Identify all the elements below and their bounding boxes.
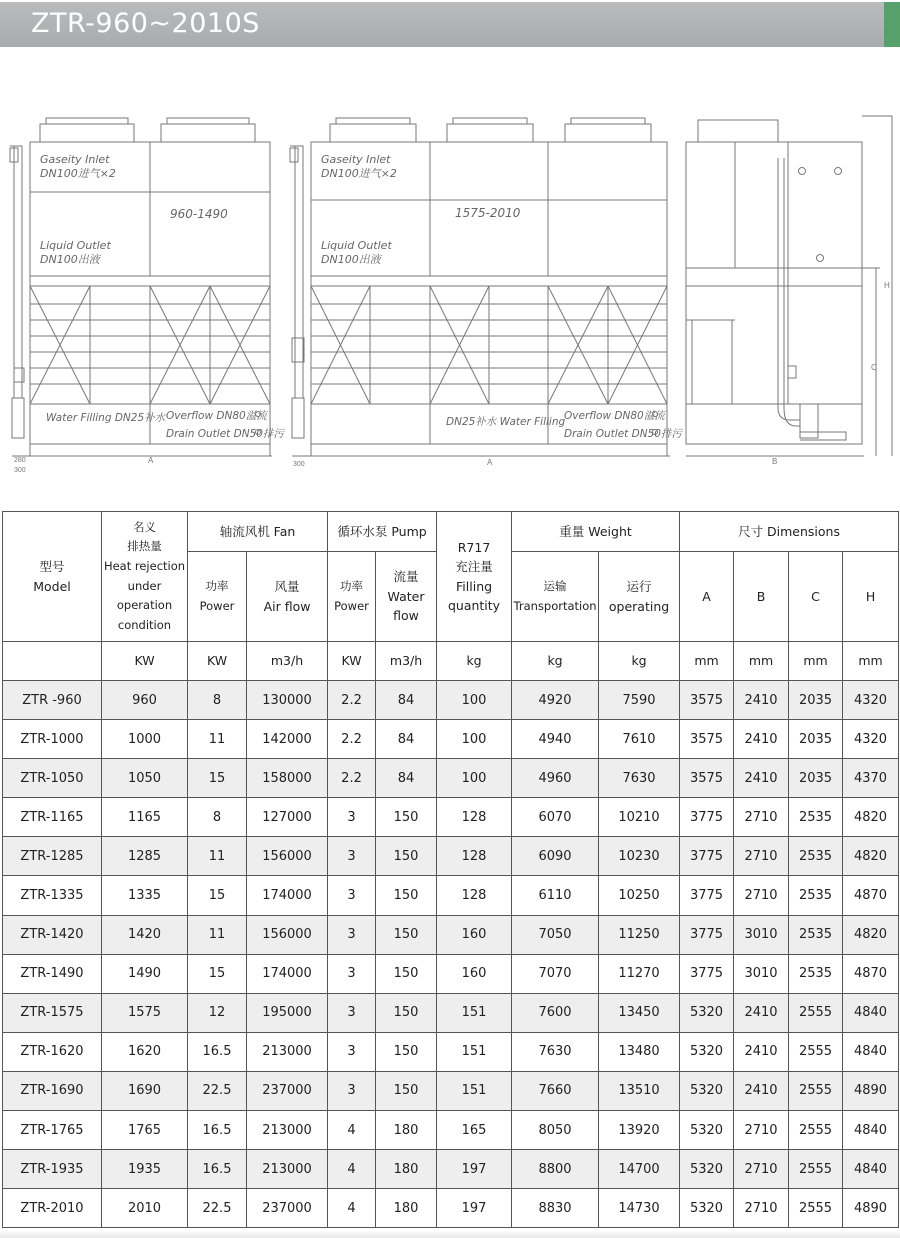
table-cell: 4840 bbox=[843, 1150, 899, 1189]
table-cell: 7630 bbox=[599, 759, 680, 798]
table-cell: 4960 bbox=[512, 759, 599, 798]
table-cell: 2035 bbox=[789, 720, 843, 759]
model-cell: ZTR-1165 bbox=[3, 798, 102, 837]
table-cell: 174000 bbox=[247, 954, 328, 993]
table-cell: 11250 bbox=[599, 915, 680, 954]
overflow-label-mid: Overflow DN80溢流 bbox=[564, 410, 665, 422]
table-cell: 2535 bbox=[789, 798, 843, 837]
table-cell: 4840 bbox=[843, 1032, 899, 1071]
table-cell: 3775 bbox=[680, 837, 734, 876]
table-cell: 2535 bbox=[789, 837, 843, 876]
table-cell: 1000 bbox=[102, 720, 188, 759]
table-cell: 3775 bbox=[680, 915, 734, 954]
table-cell: 4940 bbox=[512, 720, 599, 759]
table-cell: 14700 bbox=[599, 1150, 680, 1189]
header-transport-cn: 运输 bbox=[543, 578, 567, 593]
table-cell: 142000 bbox=[247, 720, 328, 759]
table-cell: 4820 bbox=[843, 915, 899, 954]
header-heat-en2: under bbox=[127, 578, 162, 593]
table-cell: 1575 bbox=[102, 993, 188, 1032]
header-fan-power bbox=[188, 552, 247, 642]
drawing-side-view bbox=[686, 116, 892, 456]
model-cell: ZTR-1285 bbox=[3, 837, 102, 876]
header-heat-cn2: 排热量 bbox=[127, 539, 162, 554]
gas-inlet-cn-label-left: DN100进气×2 bbox=[40, 167, 116, 180]
table-cell: 2410 bbox=[734, 759, 789, 798]
table-cell: 127000 bbox=[247, 798, 328, 837]
table-cell: 2410 bbox=[734, 993, 789, 1032]
table-cell: 4 bbox=[328, 1111, 376, 1150]
table-cell: 3775 bbox=[680, 876, 734, 915]
header-model-en: Model bbox=[33, 578, 71, 594]
units-row bbox=[3, 642, 899, 681]
outline-drawing bbox=[0, 108, 900, 478]
table-cell: 150 bbox=[376, 837, 437, 876]
table-cell: 15 bbox=[188, 876, 247, 915]
table-cell: 2035 bbox=[789, 681, 843, 720]
table-cell: 156000 bbox=[247, 837, 328, 876]
drain-label-left: Drain Outlet DN50排污 bbox=[166, 428, 284, 440]
unit-cell: kg bbox=[512, 642, 599, 681]
table-cell: 5320 bbox=[680, 1111, 734, 1150]
model-cell: ZTR-2010 bbox=[3, 1189, 102, 1228]
header-pump-power bbox=[328, 552, 376, 642]
table-cell: 4820 bbox=[843, 837, 899, 876]
water-filling-label-left: Water Filling DN25补水 bbox=[46, 412, 166, 424]
table-cell: 15 bbox=[188, 759, 247, 798]
table-row bbox=[3, 915, 899, 954]
table-cell: 2010 bbox=[102, 1189, 188, 1228]
table-cell: 165 bbox=[437, 1111, 512, 1150]
table-cell: 22.5 bbox=[188, 1071, 247, 1110]
header-r717-1: R717 bbox=[457, 539, 491, 555]
header-pump-power-cn: 功率 bbox=[340, 578, 364, 593]
header-fan-group: 轴流风机 Fan bbox=[188, 512, 328, 552]
table-cell: 1420 bbox=[102, 915, 188, 954]
table-cell: 11 bbox=[188, 837, 247, 876]
model-cell: ZTR-1000 bbox=[3, 720, 102, 759]
table-cell: 100 bbox=[437, 720, 512, 759]
table-cell: 150 bbox=[376, 1032, 437, 1071]
table-cell: 3575 bbox=[680, 681, 734, 720]
liquid-outlet-label-left: Liquid Outlet bbox=[40, 239, 111, 252]
header-pump-power-en: Power bbox=[334, 598, 369, 613]
table-cell: 4820 bbox=[843, 798, 899, 837]
table-cell: 150 bbox=[376, 798, 437, 837]
header-fan-air-en: Air flow bbox=[263, 598, 311, 614]
header-transport-weight bbox=[512, 552, 599, 642]
header-heat-rejection bbox=[102, 512, 188, 642]
header-dim-a: A bbox=[680, 552, 734, 642]
table-cell: 3 bbox=[328, 876, 376, 915]
liquid-outlet-cn-label-left: DN100出液 bbox=[40, 253, 100, 266]
header-operating-en: operating bbox=[608, 598, 670, 614]
table-row bbox=[3, 759, 899, 798]
table-cell: 4890 bbox=[843, 1071, 899, 1110]
table-row bbox=[3, 837, 899, 876]
table-cell: 130000 bbox=[247, 681, 328, 720]
table-cell: 8800 bbox=[512, 1150, 599, 1189]
header-operating-weight bbox=[599, 552, 680, 642]
table-cell: 7660 bbox=[512, 1071, 599, 1110]
page-title: ZTR-960~2010S bbox=[31, 8, 260, 39]
unit-cell: kg bbox=[437, 642, 512, 681]
water-filling-label-mid: DN25补水 Water Filling bbox=[446, 416, 566, 428]
dim-c-label: C bbox=[871, 363, 877, 372]
table-cell: 2535 bbox=[789, 954, 843, 993]
table-cell: 84 bbox=[376, 759, 437, 798]
table-cell: 151 bbox=[437, 993, 512, 1032]
model-cell: ZTR-1690 bbox=[3, 1071, 102, 1110]
table-row bbox=[3, 798, 899, 837]
table-cell: 2.2 bbox=[328, 759, 376, 798]
table-cell: 4870 bbox=[843, 954, 899, 993]
table-row bbox=[3, 876, 899, 915]
table-cell: 237000 bbox=[247, 1071, 328, 1110]
table-cell: 13920 bbox=[599, 1111, 680, 1150]
table-cell: 100 bbox=[437, 759, 512, 798]
table-cell: 160 bbox=[437, 915, 512, 954]
header-pump-flow-cn: 流量 bbox=[393, 569, 419, 585]
table-cell: 7600 bbox=[512, 993, 599, 1032]
table-cell: 158000 bbox=[247, 759, 328, 798]
table-cell: 4890 bbox=[843, 1189, 899, 1228]
gas-inlet-label-left: Gaseity Inlet bbox=[40, 153, 110, 166]
table-cell: 2555 bbox=[789, 1032, 843, 1071]
table-cell: 7070 bbox=[512, 954, 599, 993]
header-pump-flow bbox=[376, 552, 437, 642]
table-cell: 2710 bbox=[734, 1111, 789, 1150]
dim-h-label: H bbox=[884, 281, 890, 290]
table-cell: 16.5 bbox=[188, 1150, 247, 1189]
header-pump-flow-en1: Water bbox=[387, 588, 425, 604]
header-fan-power-cn: 功率 bbox=[205, 578, 229, 593]
table-cell: 4840 bbox=[843, 993, 899, 1032]
table-cell: 3575 bbox=[680, 759, 734, 798]
table-cell: 2710 bbox=[734, 1189, 789, 1228]
table-cell: 156000 bbox=[247, 915, 328, 954]
table-cell: 2710 bbox=[734, 876, 789, 915]
header-r717-4: quantity bbox=[447, 597, 501, 613]
table-cell: 15 bbox=[188, 954, 247, 993]
header-r717-3: Filling bbox=[456, 578, 493, 594]
table-cell: 1285 bbox=[102, 837, 188, 876]
table-cell: 151 bbox=[437, 1071, 512, 1110]
table-cell: 151 bbox=[437, 1032, 512, 1071]
header-fan-airflow bbox=[247, 552, 328, 642]
dim-300-label: 300 bbox=[14, 467, 26, 474]
table-cell: 14730 bbox=[599, 1189, 680, 1228]
unit-cell: mm bbox=[843, 642, 899, 681]
dim-280-label: 280 bbox=[14, 457, 26, 464]
table-cell: 2555 bbox=[789, 1071, 843, 1110]
table-cell: 22.5 bbox=[188, 1189, 247, 1228]
table-row bbox=[3, 681, 899, 720]
header-dim-h: H bbox=[843, 552, 899, 642]
model-cell: ZTR-1575 bbox=[3, 993, 102, 1032]
table-cell: 3 bbox=[328, 1071, 376, 1110]
dim-300-label-mid: 300 bbox=[293, 461, 305, 468]
table-cell: 3775 bbox=[680, 798, 734, 837]
table-cell: 13450 bbox=[599, 993, 680, 1032]
table-cell: 8050 bbox=[512, 1111, 599, 1150]
unit-cell: KW bbox=[328, 642, 376, 681]
table-cell: 128 bbox=[437, 837, 512, 876]
table-cell: 11 bbox=[188, 720, 247, 759]
table-row bbox=[3, 954, 899, 993]
table-cell: 180 bbox=[376, 1111, 437, 1150]
table-cell: 2555 bbox=[789, 1111, 843, 1150]
header-fan-air-cn: 风量 bbox=[274, 579, 300, 595]
table-cell: 2410 bbox=[734, 681, 789, 720]
model-cell: ZTR -960 bbox=[3, 681, 102, 720]
table-cell: 1490 bbox=[102, 954, 188, 993]
table-cell: 7610 bbox=[599, 720, 680, 759]
table-cell: 3010 bbox=[734, 954, 789, 993]
table-cell: 197 bbox=[437, 1189, 512, 1228]
unit-cell: m3/h bbox=[247, 642, 328, 681]
table-cell: 84 bbox=[376, 720, 437, 759]
liquid-outlet-cn-label-mid: DN100出液 bbox=[321, 253, 381, 266]
title-bar bbox=[0, 2, 884, 47]
table-cell: 213000 bbox=[247, 1111, 328, 1150]
model-cell: ZTR-1620 bbox=[3, 1032, 102, 1071]
units-cell-model bbox=[3, 642, 102, 681]
table-cell: 3 bbox=[328, 837, 376, 876]
table-cell: 180 bbox=[376, 1189, 437, 1228]
table-cell: 3 bbox=[328, 954, 376, 993]
table-cell: 11270 bbox=[599, 954, 680, 993]
table-cell: 174000 bbox=[247, 876, 328, 915]
table-cell: 160 bbox=[437, 954, 512, 993]
table-cell: 1165 bbox=[102, 798, 188, 837]
table-cell: 150 bbox=[376, 1071, 437, 1110]
model-range-mid: 1575-2010 bbox=[455, 206, 521, 220]
table-cell: 1620 bbox=[102, 1032, 188, 1071]
table-cell: 237000 bbox=[247, 1189, 328, 1228]
table-cell: 10210 bbox=[599, 798, 680, 837]
table-cell: 8830 bbox=[512, 1189, 599, 1228]
table-cell: 195000 bbox=[247, 993, 328, 1032]
header-heat-en1: Heat rejection bbox=[103, 558, 186, 573]
table-cell: 4920 bbox=[512, 681, 599, 720]
unit-cell: KW bbox=[102, 642, 188, 681]
table-cell: 213000 bbox=[247, 1150, 328, 1189]
header-pump-group: 循环水泵 Pump bbox=[328, 512, 437, 552]
gas-inlet-cn-label-mid: DN100进气×2 bbox=[321, 167, 397, 180]
spec-table-body bbox=[3, 681, 899, 1228]
table-cell: 960 bbox=[102, 681, 188, 720]
table-cell: 4320 bbox=[843, 681, 899, 720]
table-cell: 6090 bbox=[512, 837, 599, 876]
table-cell: 2710 bbox=[734, 1150, 789, 1189]
overflow-label-left: Overflow DN80溢流 bbox=[166, 410, 267, 422]
table-row bbox=[3, 1071, 899, 1110]
table-cell: 2035 bbox=[789, 759, 843, 798]
header-heat-cn1: 名义 bbox=[133, 519, 156, 534]
table-cell: 4320 bbox=[843, 720, 899, 759]
table-cell: 2.2 bbox=[328, 720, 376, 759]
drain-label-mid: Drain Outlet DN50排污 bbox=[564, 428, 682, 440]
table-cell: 3 bbox=[328, 798, 376, 837]
table-cell: 2535 bbox=[789, 915, 843, 954]
table-cell: 1765 bbox=[102, 1111, 188, 1150]
table-cell: 2535 bbox=[789, 876, 843, 915]
table-cell: 4870 bbox=[843, 876, 899, 915]
model-cell: ZTR-1335 bbox=[3, 876, 102, 915]
table-cell: 5320 bbox=[680, 1071, 734, 1110]
table-cell: 2.2 bbox=[328, 681, 376, 720]
table-cell: 128 bbox=[437, 798, 512, 837]
header-dimensions-group: 尺寸 Dimensions bbox=[680, 512, 899, 552]
dim-a-label-left: A bbox=[148, 456, 154, 465]
table-cell: 150 bbox=[376, 915, 437, 954]
table-cell: 100 bbox=[437, 681, 512, 720]
header-model-cn: 型号 bbox=[39, 559, 65, 575]
model-cell: ZTR-1490 bbox=[3, 954, 102, 993]
table-cell: 84 bbox=[376, 681, 437, 720]
model-cell: ZTR-1420 bbox=[3, 915, 102, 954]
unit-cell: KW bbox=[188, 642, 247, 681]
header-fan-power-en: Power bbox=[199, 598, 235, 613]
table-cell: 5320 bbox=[680, 1189, 734, 1228]
table-cell: 2410 bbox=[734, 1032, 789, 1071]
header-heat-en4: condition bbox=[117, 617, 172, 632]
table-cell: 3 bbox=[328, 1032, 376, 1071]
table-cell: 3575 bbox=[680, 720, 734, 759]
header-weight-group: 重量 Weight bbox=[512, 512, 680, 552]
table-cell: 180 bbox=[376, 1150, 437, 1189]
table-cell: 4840 bbox=[843, 1111, 899, 1150]
header-model bbox=[3, 512, 102, 642]
table-cell: 3 bbox=[328, 993, 376, 1032]
table-cell: 12 bbox=[188, 993, 247, 1032]
table-cell: 1935 bbox=[102, 1150, 188, 1189]
table-row bbox=[3, 1111, 899, 1150]
table-cell: 8 bbox=[188, 798, 247, 837]
header-dim-b: B bbox=[734, 552, 789, 642]
table-cell: 13480 bbox=[599, 1032, 680, 1071]
model-cell: ZTR-1935 bbox=[3, 1150, 102, 1189]
table-row bbox=[3, 1150, 899, 1189]
table-cell: 8 bbox=[188, 681, 247, 720]
table-cell: 10250 bbox=[599, 876, 680, 915]
table-cell: 2410 bbox=[734, 1071, 789, 1110]
unit-cell: mm bbox=[789, 642, 843, 681]
gas-inlet-label-mid: Gaseity Inlet bbox=[321, 153, 391, 166]
table-cell: 1050 bbox=[102, 759, 188, 798]
header-dim-c: C bbox=[789, 552, 843, 642]
table-cell: 2710 bbox=[734, 837, 789, 876]
table-cell: 16.5 bbox=[188, 1032, 247, 1071]
table-row bbox=[3, 993, 899, 1032]
table-cell: 150 bbox=[376, 993, 437, 1032]
table-cell: 128 bbox=[437, 876, 512, 915]
table-cell: 150 bbox=[376, 876, 437, 915]
table-cell: 4 bbox=[328, 1150, 376, 1189]
table-cell: 3775 bbox=[680, 954, 734, 993]
table-cell: 5320 bbox=[680, 993, 734, 1032]
table-cell: 1690 bbox=[102, 1071, 188, 1110]
table-cell: 2710 bbox=[734, 798, 789, 837]
model-cell: ZTR-1765 bbox=[3, 1111, 102, 1150]
table-cell: 2410 bbox=[734, 720, 789, 759]
table-cell: 2555 bbox=[789, 1189, 843, 1228]
spec-table bbox=[2, 511, 899, 1228]
table-row bbox=[3, 1189, 899, 1228]
header-r717-2: 充注量 bbox=[455, 559, 493, 575]
table-cell: 7050 bbox=[512, 915, 599, 954]
model-cell: ZTR-1050 bbox=[3, 759, 102, 798]
table-cell: 4 bbox=[328, 1189, 376, 1228]
table-cell: 5320 bbox=[680, 1032, 734, 1071]
table-cell: 6110 bbox=[512, 876, 599, 915]
table-cell: 16.5 bbox=[188, 1111, 247, 1150]
liquid-outlet-label-mid: Liquid Outlet bbox=[321, 239, 392, 252]
header-r717 bbox=[437, 512, 512, 642]
dim-b-label: B bbox=[772, 457, 778, 466]
table-cell: 7630 bbox=[512, 1032, 599, 1071]
unit-cell: m3/h bbox=[376, 642, 437, 681]
table-cell: 1335 bbox=[102, 876, 188, 915]
table-row bbox=[3, 1032, 899, 1071]
table-cell: 7590 bbox=[599, 681, 680, 720]
unit-cell: mm bbox=[680, 642, 734, 681]
header-operating-cn: 运行 bbox=[626, 579, 652, 595]
table-cell: 2555 bbox=[789, 993, 843, 1032]
table-cell: 2555 bbox=[789, 1150, 843, 1189]
table-cell: 10230 bbox=[599, 837, 680, 876]
dim-a-label-mid: A bbox=[487, 458, 493, 467]
header-heat-en3: operation bbox=[116, 598, 173, 613]
table-cell: 197 bbox=[437, 1150, 512, 1189]
table-cell: 13510 bbox=[599, 1071, 680, 1110]
table-cell: 150 bbox=[376, 954, 437, 993]
table-cell: 11 bbox=[188, 915, 247, 954]
table-cell: 3010 bbox=[734, 915, 789, 954]
table-row bbox=[3, 720, 899, 759]
table-cell: 4370 bbox=[843, 759, 899, 798]
unit-cell: kg bbox=[599, 642, 680, 681]
table-cell: 3 bbox=[328, 915, 376, 954]
model-range-left: 960-1490 bbox=[170, 207, 228, 221]
table-cell: 5320 bbox=[680, 1150, 734, 1189]
bottom-fade bbox=[0, 1230, 900, 1238]
unit-cell: mm bbox=[734, 642, 789, 681]
header-transport-en: Transportation bbox=[513, 598, 597, 613]
header-pump-flow-en2: flow bbox=[393, 608, 419, 624]
table-cell: 213000 bbox=[247, 1032, 328, 1071]
title-accent-block bbox=[884, 2, 900, 47]
table-cell: 6070 bbox=[512, 798, 599, 837]
